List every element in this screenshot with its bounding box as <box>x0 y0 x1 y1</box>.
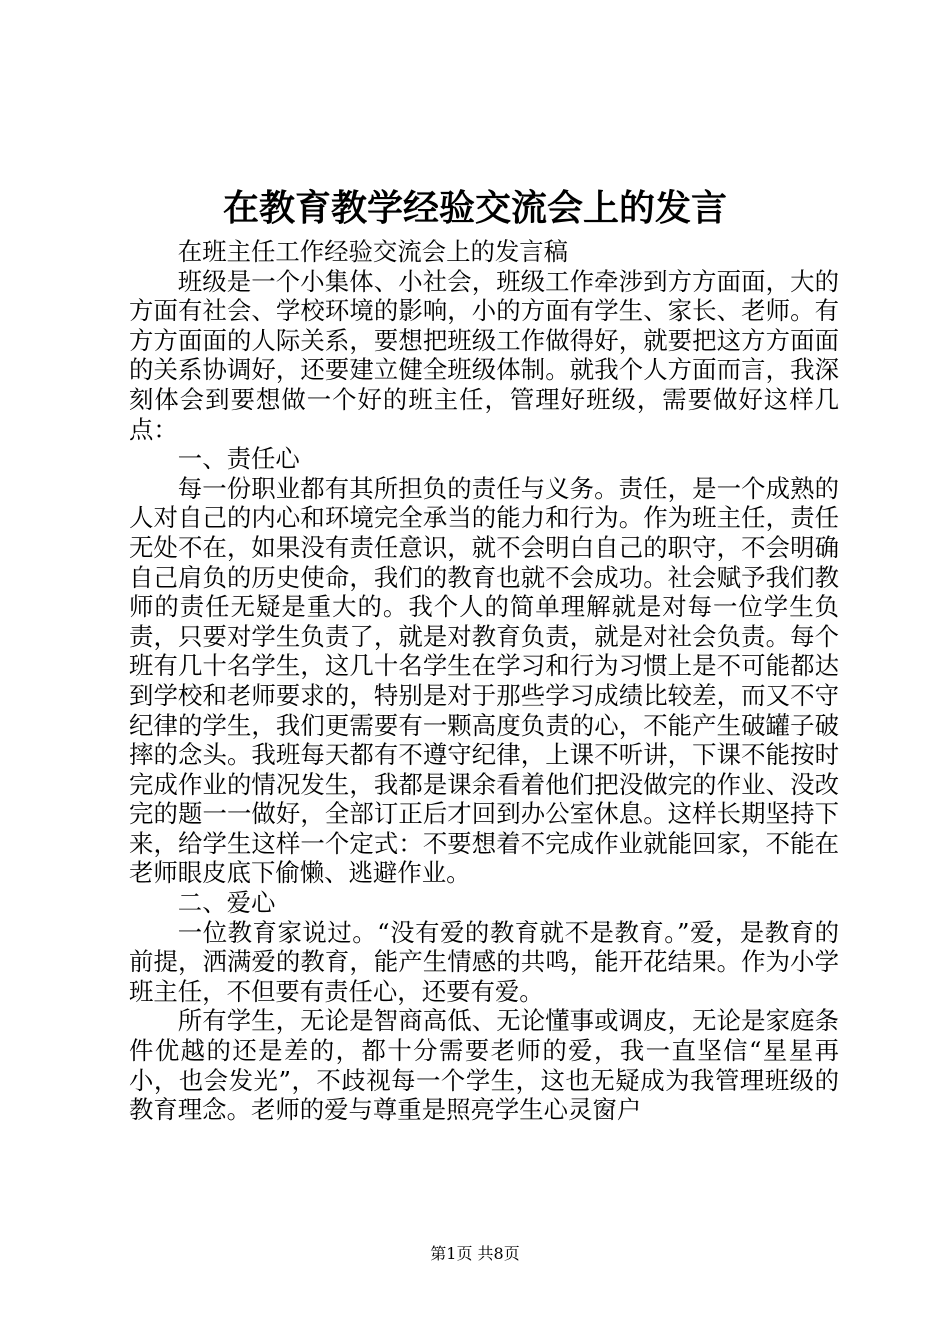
paragraph-intro: 班级是一个小集体、小社会，班级工作牵涉到方方面面，大的方面有社会、学校环境的影响，小的方面有学生、家长、老师。有方方面面的人际关系，要想把班级工作做得好，就要把这方方面面的关系协调好，还要建立健全班级体制。就我个人方面而言，我深刻体会到要想做一个好的班主任，管理好班级，需要做好这样几点： <box>129 266 839 444</box>
page-footer: 第1页 共8页 <box>430 1244 520 1263</box>
document-body <box>129 237 839 1125</box>
paragraph-love-students: 所有学生，无论是智商高低、无论懂事或调皮，无论是家庭条件优越的还是差的，都十分需要老师的爱，我一直坚信“星星再小，也会发光”，不歧视每一个学生，这也无疑成为我管理班级的教育理念。老师的爱与尊重是照亮学生心灵窗户 <box>129 1006 839 1125</box>
document-title: 在教育教学经验交流会上的发言 <box>222 187 727 229</box>
paragraph-subtitle: 在班主任工作经验交流会上的发言稿 <box>177 237 569 266</box>
paragraph-love-quote: 一位教育家说过。“没有爱的教育就不是教育。”爱，是教育的前提，洒满爱的教育，能产生情感的共鸣，能开花结果。作为小学班主任，不但要有责任心，还要有爱。 <box>129 917 839 1006</box>
paragraph-responsibility: 每一份职业都有其所担负的责任与义务。责任，是一个成熟的人对自己的内心和环境完全承当的能力和行为。作为班主任，责任无处不在，如果没有责任意识，就不会明白自己的职守，不会明确自己肩负的历史使命，我们的教育也就不会成功。社会赋予我们教师的责任无疑是重大的。我个人的简单理解就是对每一位学生负责，只要对学生负责了，就是对教育负责，就是对社会负责。每个班有几十名学生，这几十名学生在学习和行为习惯上是不可能都达到学校和老师要求的，特别是对于那些学习成绩比较差，而又不守纪律的学生，我们更需要有一颗高度负责的心，不能产生破罐子破摔的念头。我班每天都有不遵守纪律，上课不听讲，下课不能按时完成作业的情况发生，我都是课余看着他们把没做完的作业、没改完的题一一做好，全部订正后才回到办公室休息。这样长期坚持下来，给学生这样一个定式：不要想着不完成作业就能回家，不能在老师眼皮底下偷懒、逃避作业。 <box>129 473 839 888</box>
section-heading-responsibility: 一、责任心 <box>177 444 300 474</box>
section-heading-love: 二、爱心 <box>177 888 276 918</box>
